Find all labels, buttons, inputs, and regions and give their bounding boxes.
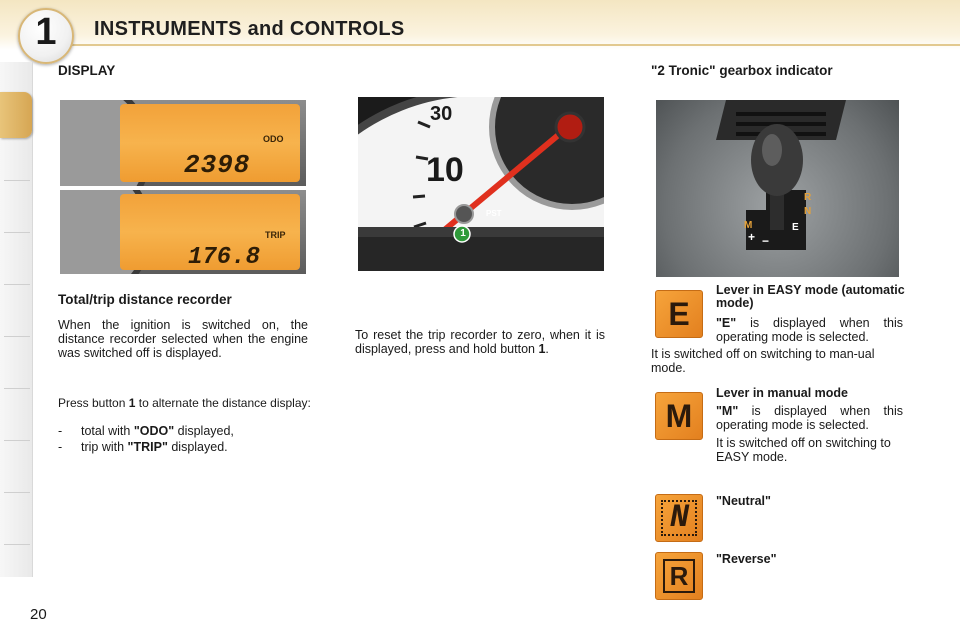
- trip-value: 176.8: [188, 244, 261, 271]
- easy-mode-note: It is switched off on switching to man-ual mode.: [651, 347, 875, 375]
- neutral-glyph: N: [661, 500, 697, 536]
- display-option-item: [58, 440, 318, 454]
- easy-mode-quote: "E": [716, 316, 737, 330]
- lever-drawing: [656, 100, 899, 277]
- tab-divider: [4, 492, 30, 493]
- reverse-glyph: R: [663, 559, 695, 593]
- option-value: "ODO": [133, 424, 175, 438]
- reset-button-ref: 1: [538, 342, 546, 356]
- display-option-item: [58, 424, 318, 438]
- tab-divider: [4, 232, 30, 233]
- list-dash: -: [58, 440, 63, 454]
- display-heading: DISPLAY: [58, 63, 116, 78]
- trip-label: TRIP: [265, 230, 286, 240]
- tab-divider: [4, 440, 30, 441]
- recorder-intro: When the ignition is switched on, the distance recorder selected when the engine was switched off is displayed.: [58, 318, 308, 360]
- manual-mode-desc: [716, 404, 903, 432]
- easy-mode-title: Lever in EASY mode (automatic mode): [716, 283, 905, 310]
- lever-mark-plus: +: [748, 230, 756, 244]
- tab-divider: [4, 336, 30, 337]
- manual-mode-note: It is switched off on switching to EASY mode.: [716, 436, 891, 464]
- tab-divider: [4, 284, 30, 285]
- press-suffix: to alternate the distance display:: [135, 396, 311, 410]
- neutral-label: "Neutral": [716, 494, 771, 508]
- trip-button-marker: 1: [460, 228, 466, 239]
- lever-mark-e: E: [792, 222, 799, 233]
- easy-mode-glyph: E: [668, 296, 690, 332]
- chapter-tab-strip: [0, 62, 33, 577]
- page-title: INSTRUMENTS and CONTROLS: [94, 18, 405, 40]
- tab-divider: [4, 180, 30, 181]
- option-suffix: displayed.: [167, 440, 228, 454]
- gear-lever-image: [656, 100, 899, 277]
- odometer-display-image: [60, 100, 306, 186]
- lever-mark-r: R: [804, 192, 812, 203]
- neutral-icon: [655, 494, 703, 542]
- cluster-drawing: [358, 97, 604, 271]
- odo-value: 2398: [184, 150, 251, 180]
- chapter-number: 1: [35, 11, 57, 53]
- button-ref: 1: [128, 396, 136, 410]
- manual-mode-glyph: M: [665, 398, 693, 434]
- easy-mode-desc-text: is displayed when this operating mode is selected.: [716, 316, 903, 344]
- reverse-icon: [655, 552, 703, 600]
- easy-mode-desc: [716, 316, 903, 344]
- list-dash: -: [58, 424, 63, 438]
- tab-divider: [4, 388, 30, 389]
- gauge-30: 30: [430, 103, 453, 125]
- manual-mode-icon: [655, 392, 703, 440]
- reset-text: To reset the trip recorder to zero, when it is displayed, press and hold button: [355, 328, 605, 356]
- trip-button-label: PST: [486, 209, 502, 218]
- lever-mark-m: M: [744, 220, 753, 231]
- option-suffix: displayed,: [174, 424, 234, 438]
- reset-instructions: [355, 328, 605, 356]
- reset-text-end: .: [545, 342, 549, 356]
- gauge-10: 10: [426, 151, 464, 189]
- press-button-text: [58, 396, 313, 410]
- gearbox-heading: "2 Tronic" gearbox indicator: [651, 63, 833, 78]
- easy-mode-icon: [655, 290, 703, 338]
- instrument-cluster-image: [358, 97, 604, 271]
- manual-mode-title: Lever in manual mode: [716, 386, 848, 400]
- manual-mode-desc-text: is displayed when this operating mode is selected.: [716, 404, 903, 432]
- active-chapter-tab[interactable]: [0, 92, 32, 138]
- lever-mark-minus: −: [762, 234, 770, 248]
- odo-label: ODO: [263, 134, 284, 144]
- trip-display-image: [60, 190, 306, 274]
- tab-divider: [4, 544, 30, 545]
- page-number: 20: [30, 606, 47, 623]
- lever-mark-n: N: [804, 206, 812, 217]
- option-prefix: total with: [81, 424, 134, 438]
- option-value: "TRIP": [127, 440, 168, 454]
- manual-mode-quote: "M": [716, 404, 739, 418]
- recorder-heading: Total/trip distance recorder: [58, 292, 232, 307]
- option-prefix: trip with: [81, 440, 128, 454]
- header-rule: [60, 44, 960, 46]
- reverse-label: "Reverse": [716, 552, 777, 566]
- press-prefix: Press button: [58, 396, 129, 410]
